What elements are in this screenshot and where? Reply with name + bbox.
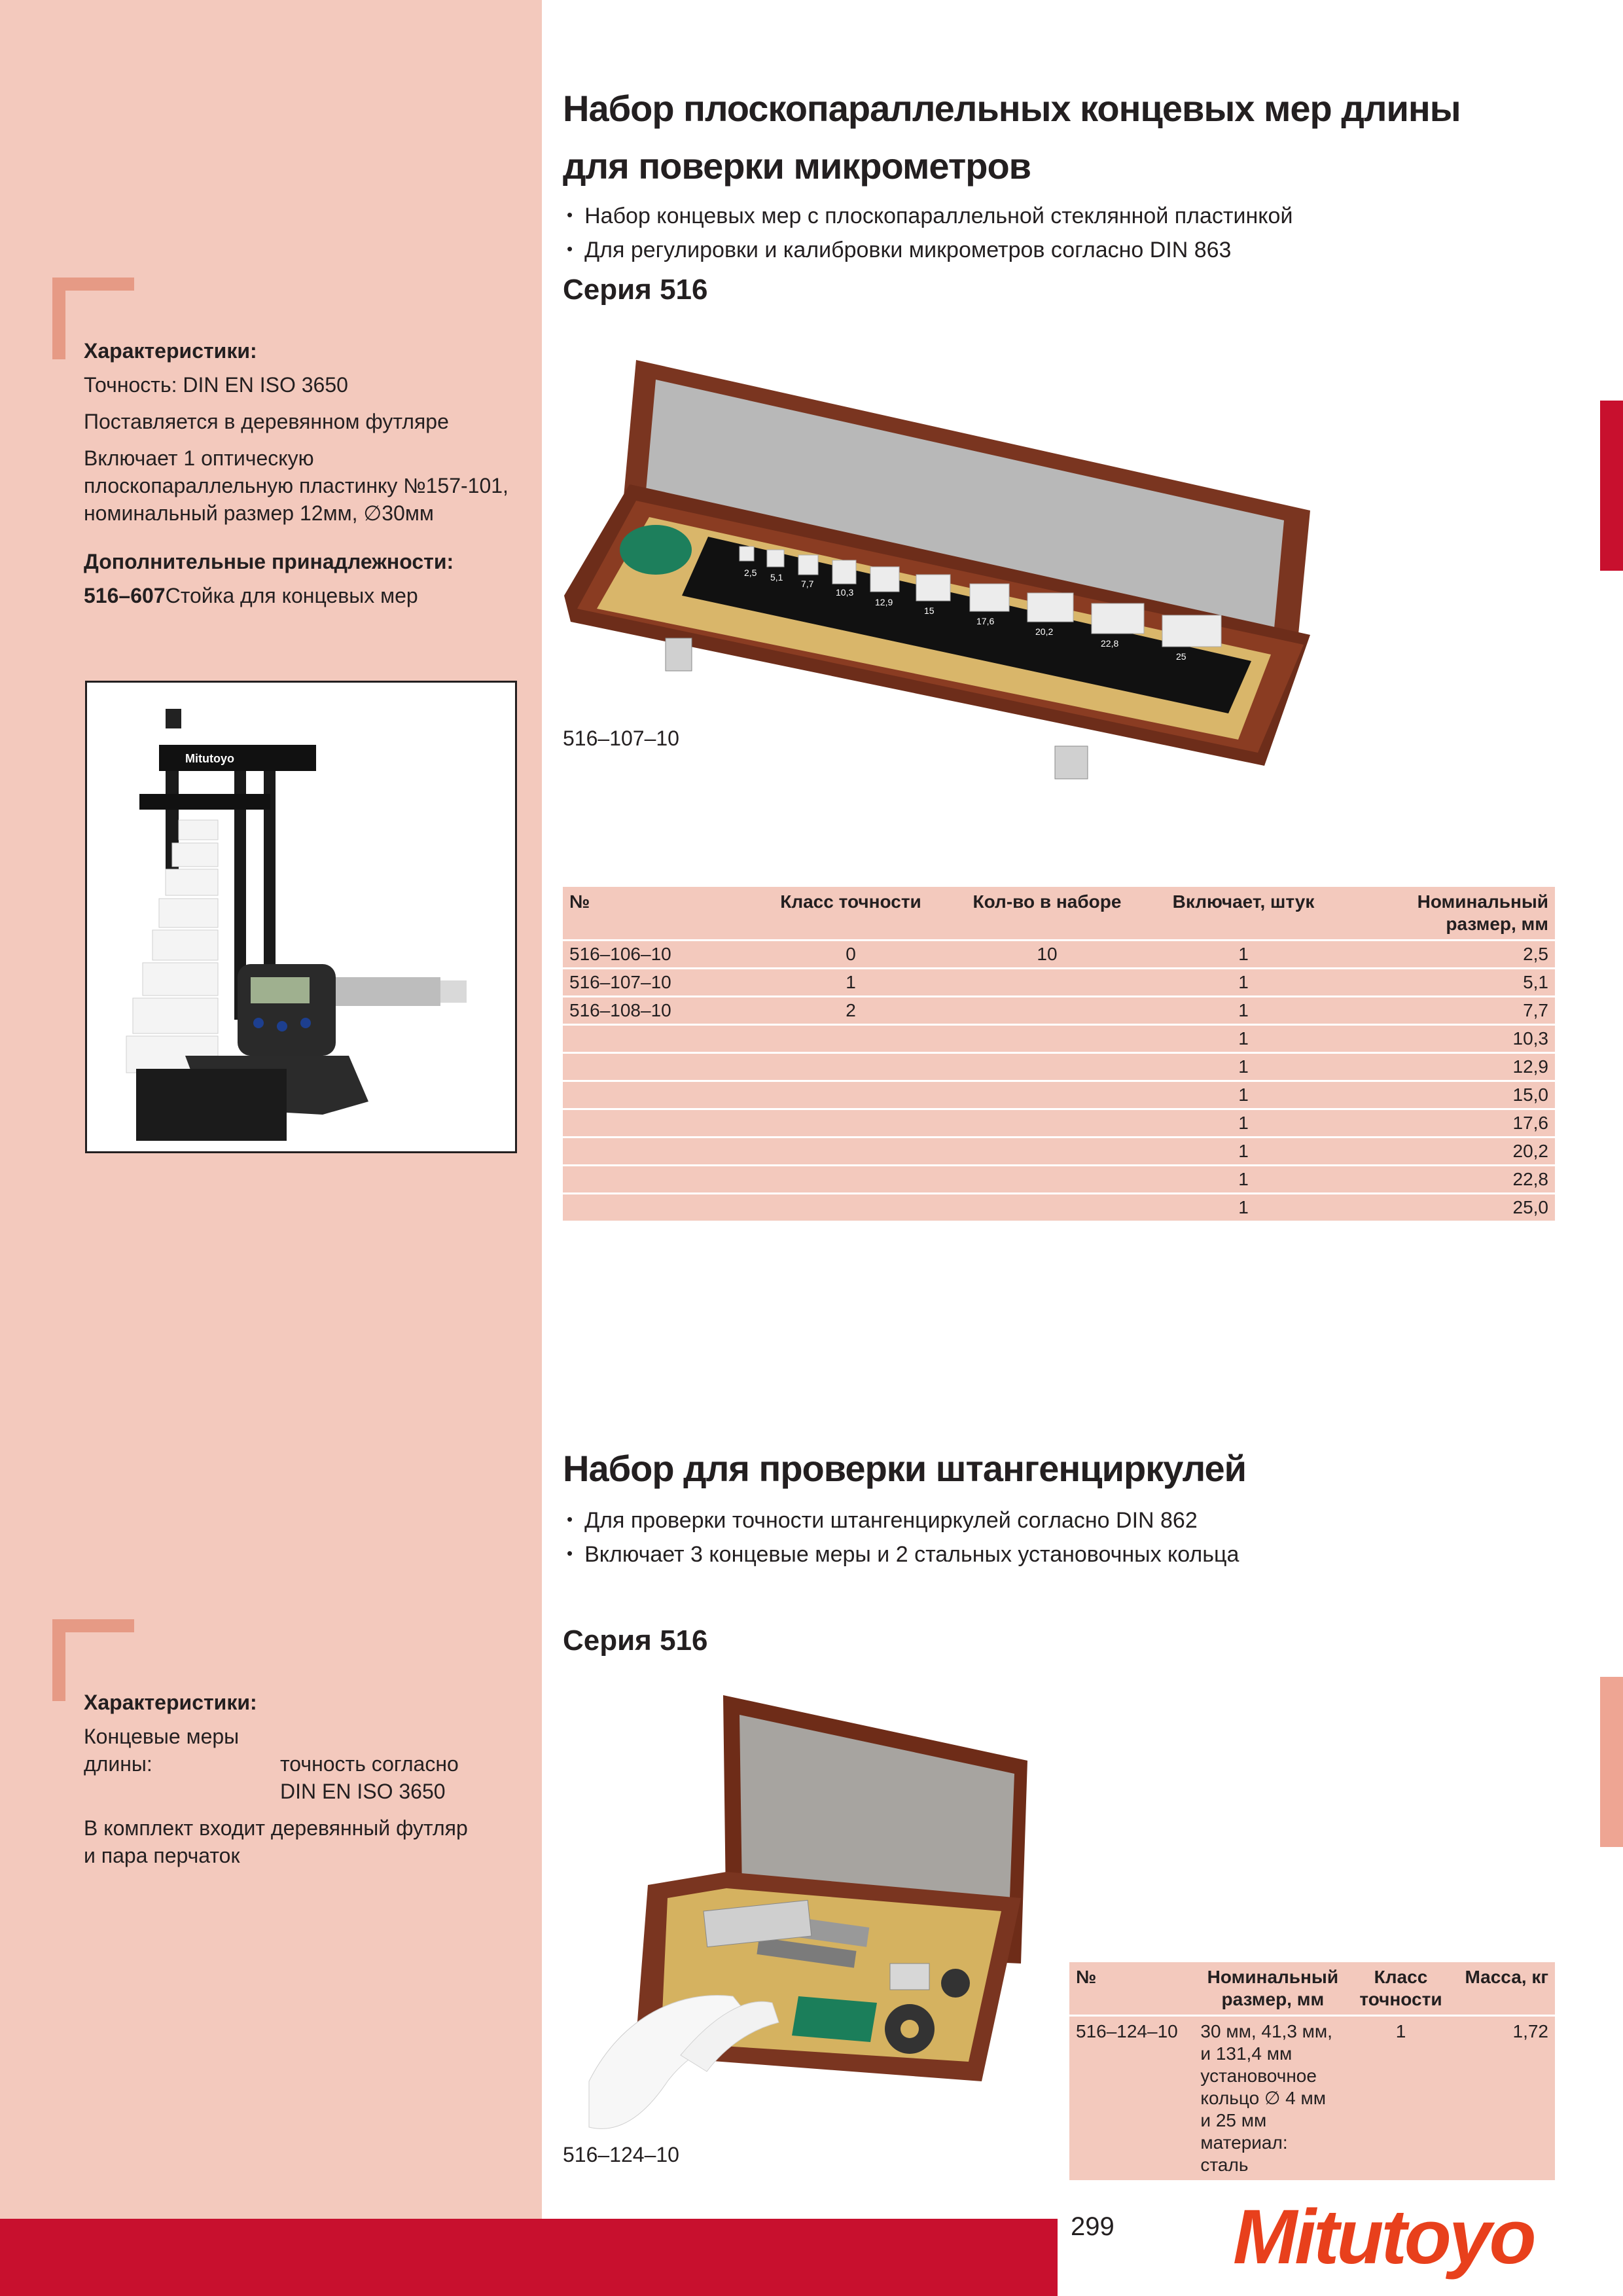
cell-includes: 1: [1145, 1053, 1342, 1081]
gauge-label: 22,8: [1101, 638, 1119, 649]
col-header-number: №: [563, 887, 753, 941]
gauge-label: 10,3: [836, 587, 854, 598]
gauge-label: 12,9: [875, 597, 893, 607]
table-row: [563, 941, 1555, 969]
cell-accuracy-class: [753, 1025, 949, 1053]
cell-nominal-size: 2,5: [1342, 941, 1555, 969]
cell-nominal-size: 25,0: [1342, 1194, 1555, 1221]
accessory-text: Стойка для концевых мер: [165, 584, 418, 607]
cell-accuracy-class: [753, 1053, 949, 1081]
section-tab-red: [1600, 401, 1623, 571]
cell-code: 516–106–10: [563, 941, 753, 969]
spec-block-2: [84, 1689, 516, 1869]
table-row: [563, 1081, 1555, 1109]
col-header-nominal-size: Номинальный размер, мм: [1200, 1962, 1345, 2016]
caliper-set-spec-table: [1069, 1962, 1555, 2180]
cell-accuracy-class: [753, 1166, 949, 1194]
stand-brand-label: Mitutoyo: [185, 752, 234, 765]
section2-title: Набор для проверки штангенциркулей: [563, 1448, 1247, 1489]
spec-value: точность согласно: [280, 1752, 459, 1776]
cell-code: [563, 1053, 753, 1081]
gauge-label: 17,6: [976, 616, 995, 626]
table-row: [563, 1166, 1555, 1194]
col-header-accuracy-class: Класс точности: [753, 887, 949, 941]
page-number: 299: [1071, 2212, 1115, 2241]
cell-includes: 1: [1145, 1138, 1342, 1166]
table-row: [563, 1025, 1555, 1053]
photo-caption-516-107-10: 516–107–10: [563, 726, 679, 750]
section2-bullets: [567, 1504, 1239, 1572]
cell-includes: 1: [1145, 1109, 1342, 1138]
table-row: [563, 1138, 1555, 1166]
cell-set-qty: [949, 1081, 1145, 1109]
cell-includes: 1: [1145, 1194, 1342, 1221]
cell-nominal-size: 12,9: [1342, 1053, 1555, 1081]
gauge-label: 2,5: [744, 567, 757, 578]
cell-set-qty: [949, 1138, 1145, 1166]
cell-code: [563, 1081, 753, 1109]
cell-accuracy-class: [753, 1081, 949, 1109]
cell-set-qty: 10: [949, 941, 1145, 969]
cell-includes: 1: [1145, 1025, 1342, 1053]
col-header-includes: Включает, штук: [1145, 887, 1342, 941]
cell-accuracy-class: 1: [753, 969, 949, 997]
gauge-stand-photo: [85, 681, 517, 1153]
brand-logo: Mitutoyo: [1233, 2194, 1534, 2280]
gauge-label: 15: [924, 605, 935, 616]
cell-nominal-size: 15,0: [1342, 1081, 1555, 1109]
cell-nominal-size: 5,1: [1342, 969, 1555, 997]
gauge-label: 7,7: [801, 579, 814, 589]
caliper-check-set-photo: [563, 1689, 1034, 2140]
gauge-label: 20,2: [1035, 626, 1054, 637]
table-row: [563, 1109, 1555, 1138]
spec-accuracy: Точность: DIN EN ISO 3650: [84, 373, 348, 397]
cell-code: [563, 1025, 753, 1053]
cell-code: 516–107–10: [563, 969, 753, 997]
accessories-heading: Дополнительные принадлежности:: [84, 550, 454, 573]
cell-includes: 1: [1145, 1081, 1342, 1109]
cell-code: 516–108–10: [563, 997, 753, 1025]
table-row: [563, 1194, 1555, 1221]
table-row: [563, 969, 1555, 997]
bullet-item: • Набор концевых мер с плоскопараллельной стеклянной пластинкой: [567, 200, 1293, 234]
col-header-mass: Масса, кг: [1457, 1962, 1555, 2016]
section1-title-line1: Набор плоскопараллельных концевых мер длины: [563, 88, 1461, 129]
gauge-label: 25: [1176, 651, 1186, 662]
spec-label: Концевые меры: [84, 1725, 240, 1748]
col-header-accuracy-class: Класс точности: [1345, 1962, 1456, 2016]
section1-title-line2: для поверки микрометров: [563, 145, 1031, 187]
cell-nominal-size: 10,3: [1342, 1025, 1555, 1053]
spec-heading: Характеристики:: [84, 1691, 257, 1714]
accessory-item: [84, 582, 516, 609]
col-header-number: №: [1069, 1962, 1200, 2016]
col-header-set-qty: Кол-во в наборе: [949, 887, 1145, 941]
cell-code: [563, 1109, 753, 1138]
cell-code: [563, 1194, 753, 1221]
spec-contents-line: В комплект входит деревянный футляр: [84, 1816, 468, 1840]
cell-accuracy-class: 2: [753, 997, 949, 1025]
spec-case: Поставляется в деревянном футляре: [84, 410, 449, 433]
cell-set-qty: [949, 997, 1145, 1025]
spec-contents: [84, 1814, 516, 1869]
cell-accuracy-class: 1: [1345, 2016, 1456, 2181]
col-header-nominal-size: Номинальный размер, мм: [1342, 887, 1555, 941]
gauge-set-spec-table: [563, 887, 1555, 1221]
cell-accuracy-class: [753, 1194, 949, 1221]
section1-bullets: [567, 200, 1293, 268]
table-body: [563, 941, 1555, 1221]
cell-accuracy-class: 0: [753, 941, 949, 969]
spec-gauge-accuracy: [84, 1723, 516, 1805]
spec-contents-line: и пара перчаток: [84, 1844, 240, 1867]
spec-block-1: [84, 337, 516, 619]
cell-includes: 1: [1145, 969, 1342, 997]
cell-set-qty: [949, 1025, 1145, 1053]
section1-series: Серия 516: [563, 274, 708, 306]
table-row: [563, 997, 1555, 1025]
cell-nominal-size: 22,8: [1342, 1166, 1555, 1194]
cell-nominal-size: 7,7: [1342, 997, 1555, 1025]
spec-plate: Включает 1 оптическую плоскопараллельную пластинку №157-101, номинальный размер 12мм, ∅30мм: [84, 446, 508, 525]
spec-value: DIN EN ISO 3650: [280, 1780, 446, 1803]
spec-heading: Характеристики:: [84, 339, 257, 363]
gauge-label: 5,1: [770, 572, 783, 583]
cell-nominal-size: 20,2: [1342, 1138, 1555, 1166]
cell-includes: 1: [1145, 941, 1342, 969]
accessory-code: 516–607: [84, 584, 166, 607]
cell-set-qty: [949, 1166, 1145, 1194]
section2-series: Серия 516: [563, 1624, 708, 1657]
photo-caption-516-124-10: 516–124–10: [563, 2143, 679, 2166]
cell-code: 516–124–10: [1069, 2016, 1200, 2181]
spec-label: длины:: [84, 1752, 152, 1776]
cell-nominal-size: 17,6: [1342, 1109, 1555, 1138]
table-row: [563, 1053, 1555, 1081]
bullet-item: • Включает 3 концевые меры и 2 стальных установочных кольца: [567, 1538, 1239, 1572]
cell-nominal-size: 30 мм, 41,3 мм, и 131,4 мм установочное кольцо ∅ 4 мм и 25 мм материал: сталь: [1200, 2016, 1345, 2181]
section-tab-pink: [1600, 1677, 1623, 1847]
cell-set-qty: [949, 1053, 1145, 1081]
cell-set-qty: [949, 1109, 1145, 1138]
cell-accuracy-class: [753, 1109, 949, 1138]
bullet-item: • Для регулировки и калибровки микрометров согласно DIN 863: [567, 234, 1293, 268]
cell-accuracy-class: [753, 1138, 949, 1166]
cell-code: [563, 1166, 753, 1194]
cell-includes: 1: [1145, 1166, 1342, 1194]
bullet-item: • Для проверки точности штангенциркулей согласно DIN 862: [567, 1504, 1239, 1538]
bottom-accent-bar: [0, 2219, 1058, 2296]
table-row: [1069, 2016, 1555, 2181]
cell-includes: 1: [1145, 997, 1342, 1025]
cell-code: [563, 1138, 753, 1166]
cell-mass: 1,72: [1457, 2016, 1555, 2181]
cell-set-qty: [949, 969, 1145, 997]
cell-set-qty: [949, 1194, 1145, 1221]
